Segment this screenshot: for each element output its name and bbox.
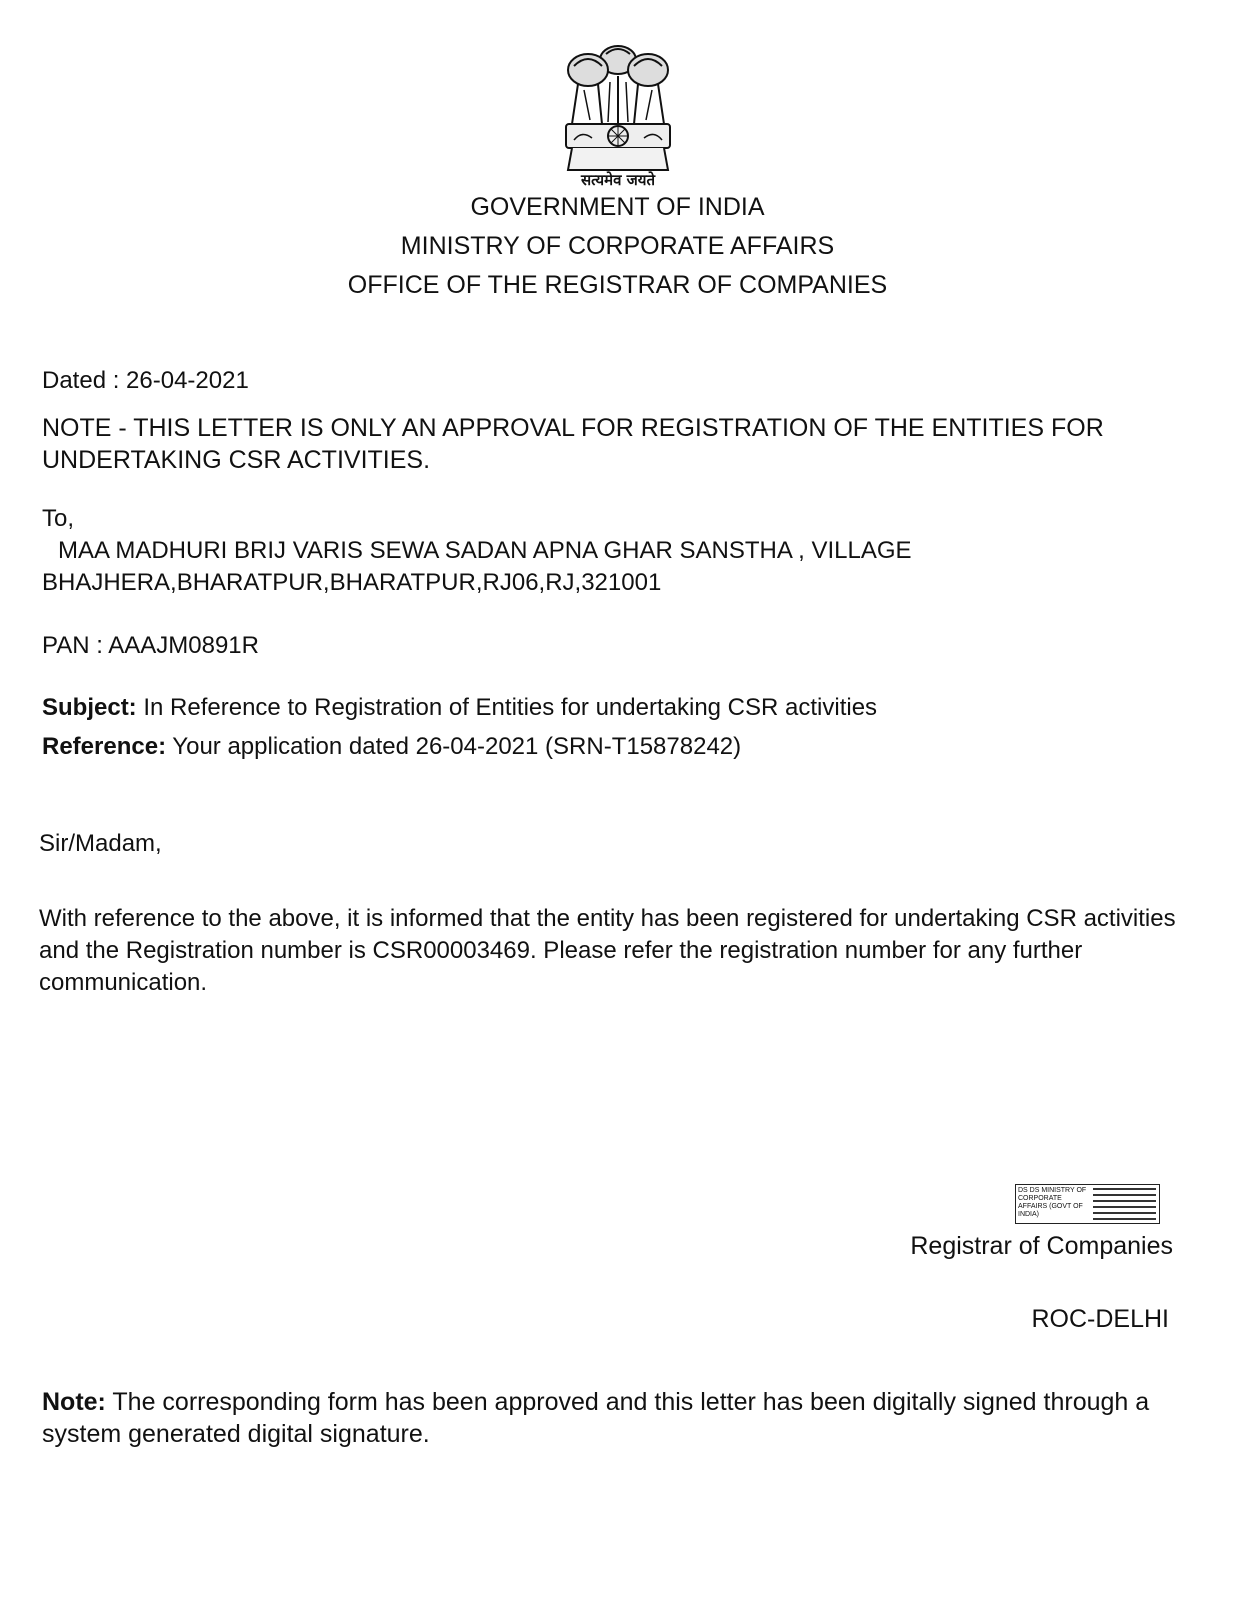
recipient-to: To,	[42, 505, 75, 532]
approval-note: NOTE - THIS LETTER IS ONLY AN APPROVAL FOR REGISTRATION OF THE ENTITIES FOR UNDERTAKING CSR ACTIVITIES.	[42, 414, 1104, 474]
header-government: GOVERNMENT OF INDIA	[470, 193, 765, 221]
subject-label: Subject:	[42, 694, 137, 721]
header-office: OFFICE OF THE REGISTRAR OF COMPANIES	[347, 271, 888, 299]
recipient-address	[42, 535, 1142, 599]
letter-date: Dated : 26-04-2021	[42, 367, 249, 394]
signatory-office: ROC-DELHI	[1031, 1305, 1169, 1333]
digital-signature-stamp	[1015, 1184, 1160, 1224]
footer-note-label: Note:	[42, 1388, 106, 1416]
pan-number: PAN : AAAJM0891R	[42, 632, 259, 659]
subject-line	[42, 692, 1192, 724]
letter-body: With reference to the above, it is informed that the entity has been registered for undertaking CSR activities and the Registration number is CSR00003469. Please refer the registration number for any further communication.	[39, 905, 1176, 996]
header-ministry: MINISTRY OF CORPORATE AFFAIRS	[400, 232, 835, 260]
footer-note	[42, 1386, 1192, 1450]
address-line-1: MAA MADHURI BRIJ VARIS SEWA SADAN APNA GHAR SANSTHA , VILLAGE	[58, 537, 912, 564]
emblem-motto: सत्यमेव जयते	[580, 171, 656, 189]
subject-text: In Reference to Registration of Entities for undertaking CSR activities	[143, 694, 878, 721]
signature-stamp-text: DS DS MINISTRY OF CORPORATE AFFAIRS (GOVT OF INDIA)	[1018, 1187, 1087, 1218]
address-line-2: BHAJHERA,BHARATPUR,BHARATPUR,RJ06,RJ,321001	[42, 569, 662, 596]
national-emblem-icon	[548, 40, 688, 172]
reference-text: Your application dated 26-04-2021 (SRN-T15878242)	[172, 733, 742, 760]
signature-stamp-detail	[1090, 1185, 1159, 1223]
signatory-title: Registrar of Companies	[910, 1232, 1173, 1260]
footer-note-text: The corresponding form has been approved and this letter has been digitally signed through a system generated digital signature.	[42, 1388, 1150, 1448]
salutation: Sir/Madam,	[39, 830, 162, 857]
reference-line	[42, 731, 1192, 763]
reference-label: Reference:	[42, 733, 167, 760]
